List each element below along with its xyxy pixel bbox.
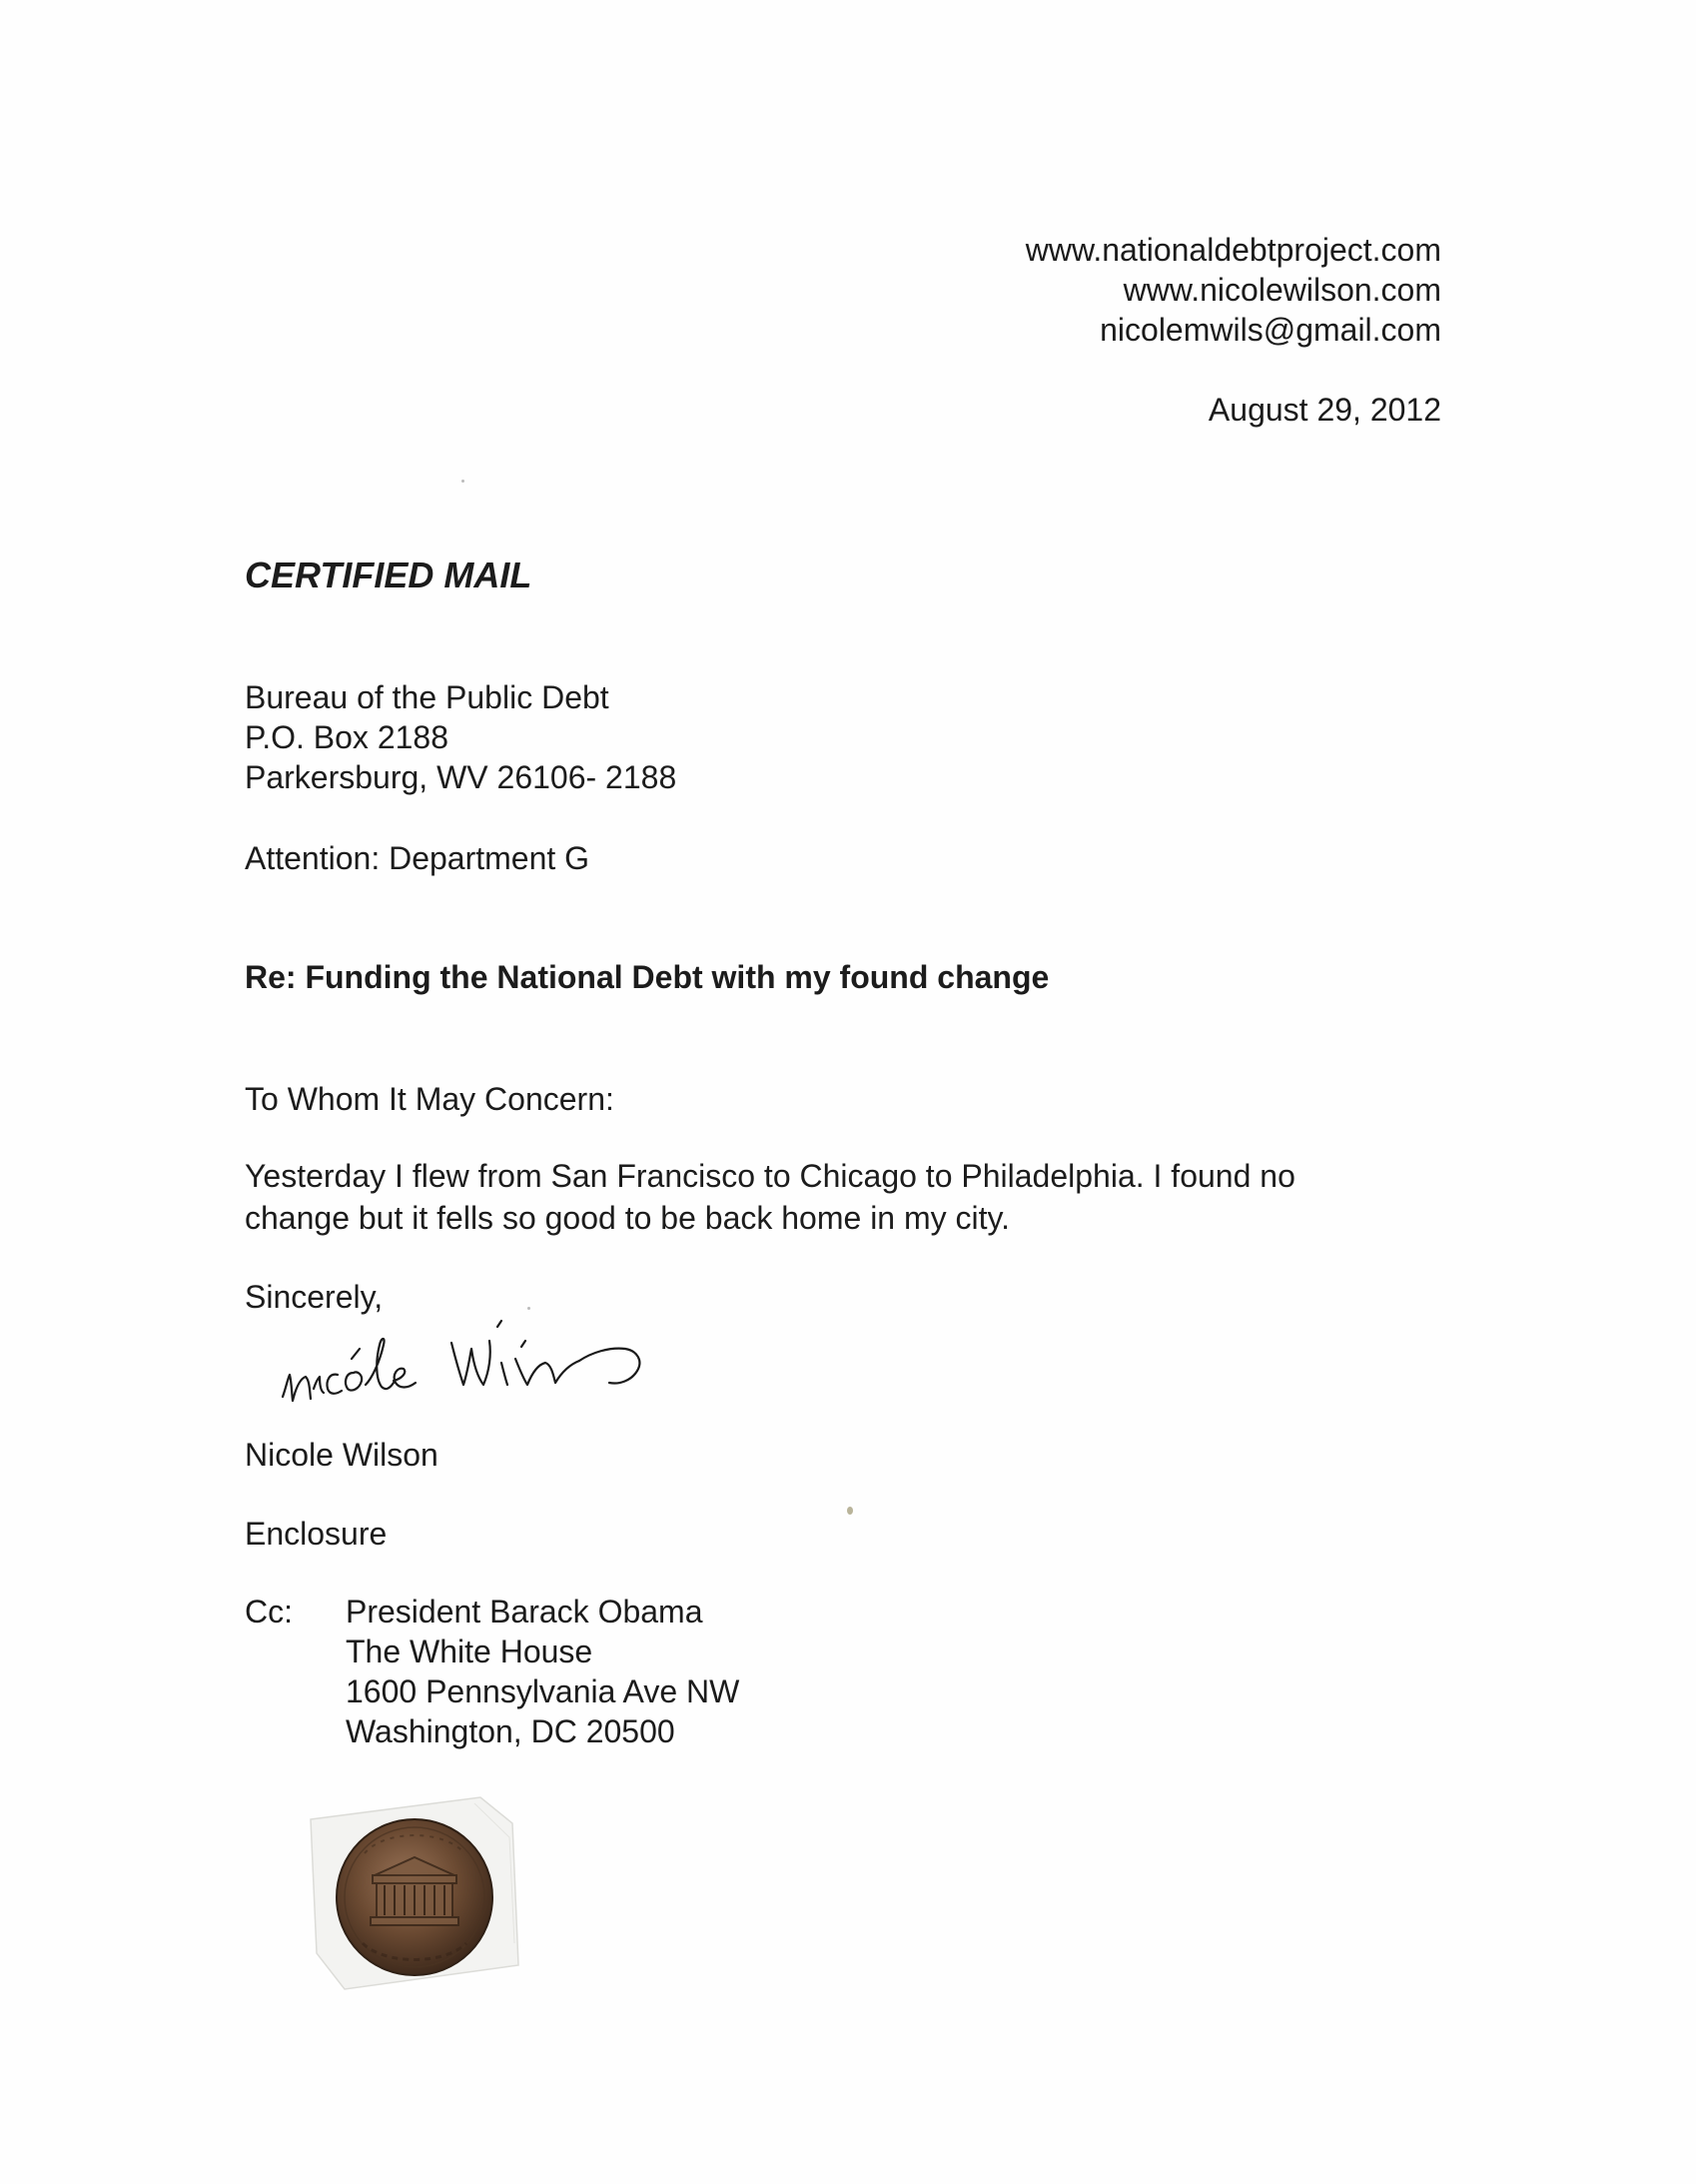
- cc-line-1: President Barack Obama: [346, 1594, 703, 1630]
- certified-mail-heading: CERTIFIED MAIL: [245, 554, 532, 595]
- handwritten-signature: [280, 1319, 669, 1429]
- penny-image: [305, 1793, 554, 1993]
- cc-recipient-block: [346, 1592, 739, 1751]
- closing: Sincerely,: [245, 1279, 384, 1315]
- subject-line: Re: Funding the National Debt with my found change: [245, 959, 1050, 995]
- attention-line: Attention: Department G: [245, 840, 590, 876]
- paper-speck: [847, 1507, 853, 1515]
- sender-contact-block: [1026, 230, 1441, 430]
- enclosure-note: Enclosure: [245, 1516, 388, 1552]
- cc-line-2: The White House: [346, 1634, 593, 1669]
- salutation: To Whom It May Concern:: [245, 1081, 614, 1117]
- recipient-name: Bureau of the Public Debt: [245, 679, 609, 715]
- body-line-1: Yesterday I flew from San Francisco to Chicago to Philadelphia. I found no: [245, 1158, 1295, 1194]
- cc-line-3: 1600 Pennsylvania Ave NW: [346, 1673, 740, 1709]
- cc-line-4: Washington, DC 20500: [346, 1713, 675, 1749]
- signer-name: Nicole Wilson: [245, 1437, 438, 1473]
- recipient-po-box: P.O. Box 2188: [245, 719, 448, 755]
- cc-label: Cc:: [245, 1594, 293, 1630]
- website-nationaldebtproject: www.nationaldebtproject.com: [1025, 232, 1441, 268]
- body-line-2: change but it fells so good to be back home in my city.: [245, 1200, 1011, 1236]
- letter-date: August 29, 2012: [1208, 392, 1441, 428]
- sender-email: nicolemwils@gmail.com: [1100, 312, 1441, 348]
- website-nicolewilson: www.nicolewilson.com: [1123, 272, 1441, 308]
- paper-speck: [527, 1307, 530, 1310]
- paper-speck: [461, 480, 464, 483]
- recipient-city-line: Parkersburg, WV 26106- 2188: [245, 759, 677, 795]
